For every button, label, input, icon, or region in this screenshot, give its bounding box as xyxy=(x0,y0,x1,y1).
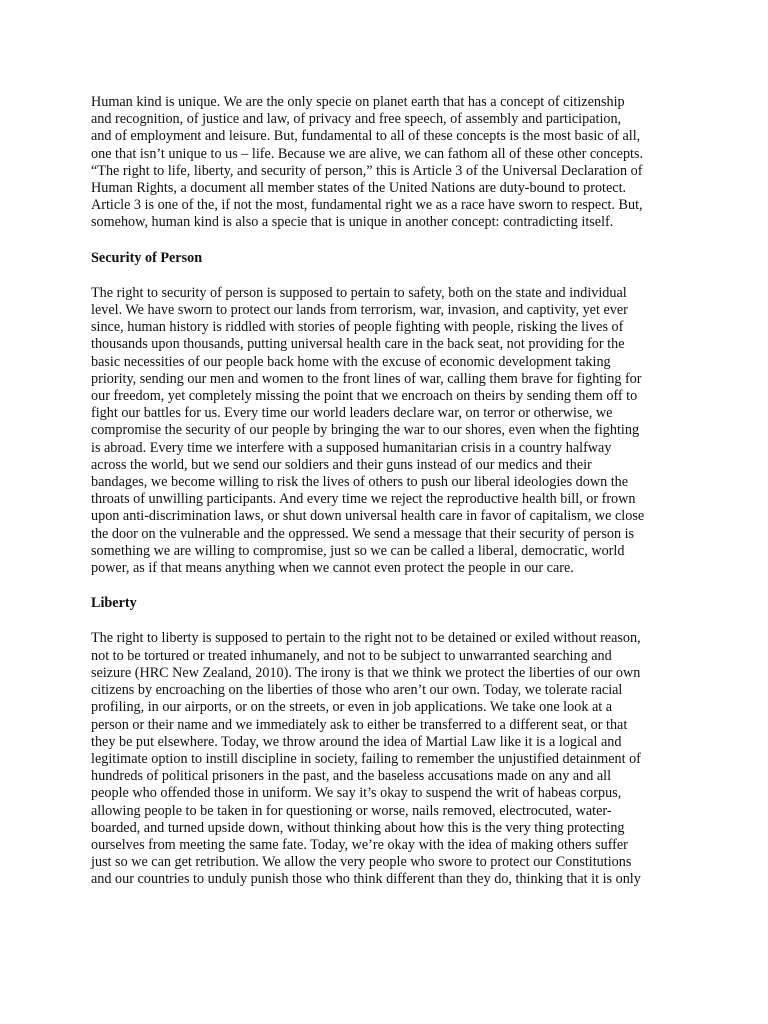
text-line: and recognition, of justice and law, of privacy and free speech, of assembly and participation, xyxy=(91,111,622,128)
security-paragraph xyxy=(91,285,685,577)
text-line: citizens by encroaching on the liberties of those who aren’t our own. Today, we tolerate racial xyxy=(91,682,623,699)
text-line: legitimate option to instill discipline in society, failing to remember the unjustified detainment of xyxy=(91,750,641,767)
text-line: just so we can get retribution. We allow the very people who swore to protect our Constitutions xyxy=(91,854,632,871)
section-heading-liberty: Liberty xyxy=(91,595,137,612)
text-line: profiling, in our airports, or on the streets, or even in job applications. We take one look at a xyxy=(91,699,613,716)
text-line: and our countries to unduly punish those who think different than they do, thinking that it is only xyxy=(91,871,641,888)
text-line: Human Rights, a document all member states of the United Nations are duty-bound to protect. xyxy=(91,180,627,197)
text-line: they be put elsewhere. Today, we throw around the idea of Martial Law like it is a logical and xyxy=(91,733,622,750)
text-line: power, as if that means anything when we cannot even protect the people in our care. xyxy=(91,560,574,577)
text-line: bandages, we become willing to risk the lives of others to push our liberal ideologies down the xyxy=(91,474,629,491)
text-line: one that isn’t unique to us – life. Because we are alive, we can fathom all of these other concepts. xyxy=(91,145,644,162)
intro-paragraph xyxy=(91,94,685,232)
text-line: basic necessities of our people back home with the excuse of economic development taking xyxy=(91,353,611,370)
text-line: thousands upon thousands, putting universal health care in the back seat, not providing for the xyxy=(91,336,625,353)
text-line: throats of unwilling participants. And every time we reject the reproductive health bill, or frown xyxy=(91,491,636,508)
text-line: level. We have sworn to protect our lands from terrorism, war, invasion, and captivity, yet ever xyxy=(91,302,628,319)
text-line: since, human history is riddled with stories of people fighting with people, risking the lives of xyxy=(91,319,624,336)
text-line: The right to security of person is supposed to pertain to safety, both on the state and individual xyxy=(91,284,627,301)
text-line: Article 3 is one of the, if not the most, fundamental right we as a race have sworn to respect. But, xyxy=(91,197,643,214)
text-line: fight our battles for us. Every time our world leaders declare war, on terror or otherwise, we xyxy=(91,405,613,422)
text-line: priority, sending our men and women to the front lines of war, calling them brave for fighting for xyxy=(91,370,642,387)
document-page xyxy=(91,94,685,889)
text-line: somehow, human kind is also a specie that is unique in another concept: contradicting itself. xyxy=(91,214,614,231)
text-line: something we are willing to compromise, just so we can be called a liberal, democratic, world xyxy=(91,542,625,559)
text-line: allowing people to be taken in for questioning or worse, nails removed, electrocuted, water- xyxy=(91,802,612,819)
text-line: ourselves from meeting the same fate. Today, we’re okay with the idea of making others suffer xyxy=(91,836,628,853)
text-line: across the world, but we send our soldiers and their guns instead of our medics and their xyxy=(91,456,592,473)
text-line: person or their name and we immediately ask to either be transferred to a different seat, or that xyxy=(91,716,628,733)
text-line: people who offended those in uniform. We say it’s okay to suspend the writ of habeas corpus, xyxy=(91,785,622,802)
text-line: the door on the vulnerable and the oppressed. We send a message that their security of person is xyxy=(91,525,635,542)
text-line: The right to liberty is supposed to pertain to the right not to be detained or exiled without reason, xyxy=(91,630,641,647)
text-line: hundreds of political prisoners in the past, and the baseless accusations made on any and all xyxy=(91,768,612,785)
section-heading-security: Security of Person xyxy=(91,249,203,266)
text-line: our freedom, yet completely missing the point that we encroach on theirs by sending them off to xyxy=(91,388,638,405)
text-line: Human kind is unique. We are the only specie on planet earth that has a concept of citizenship xyxy=(91,94,625,110)
text-line: upon anti-discrimination laws, or shut down universal health care in favor of capitalism, we close xyxy=(91,508,645,525)
text-line: boarded, and turned upside down, without thinking about how this is the very thing protecting xyxy=(91,819,625,836)
text-line: and of employment and leisure. But, fundamental to all of these concepts is the most basic of all, xyxy=(91,128,641,145)
liberty-paragraph xyxy=(91,630,685,888)
text-line: compromise the security of our people by bringing the war to our shores, even when the fighting xyxy=(91,422,640,439)
text-line: seizure (HRC New Zealand, 2010). The irony is that we think we protect the liberties of our own xyxy=(91,664,641,681)
text-line: not to be tortured or treated inhumanely, and not to be subject to unwarranted searching and xyxy=(91,647,612,664)
text-line: is abroad. Every time we interfere with a supposed humanitarian crisis in a country halfway xyxy=(91,439,612,456)
text-line: “The right to life, liberty, and security of person,” this is Article 3 of the Universal Declaration of xyxy=(91,162,643,179)
